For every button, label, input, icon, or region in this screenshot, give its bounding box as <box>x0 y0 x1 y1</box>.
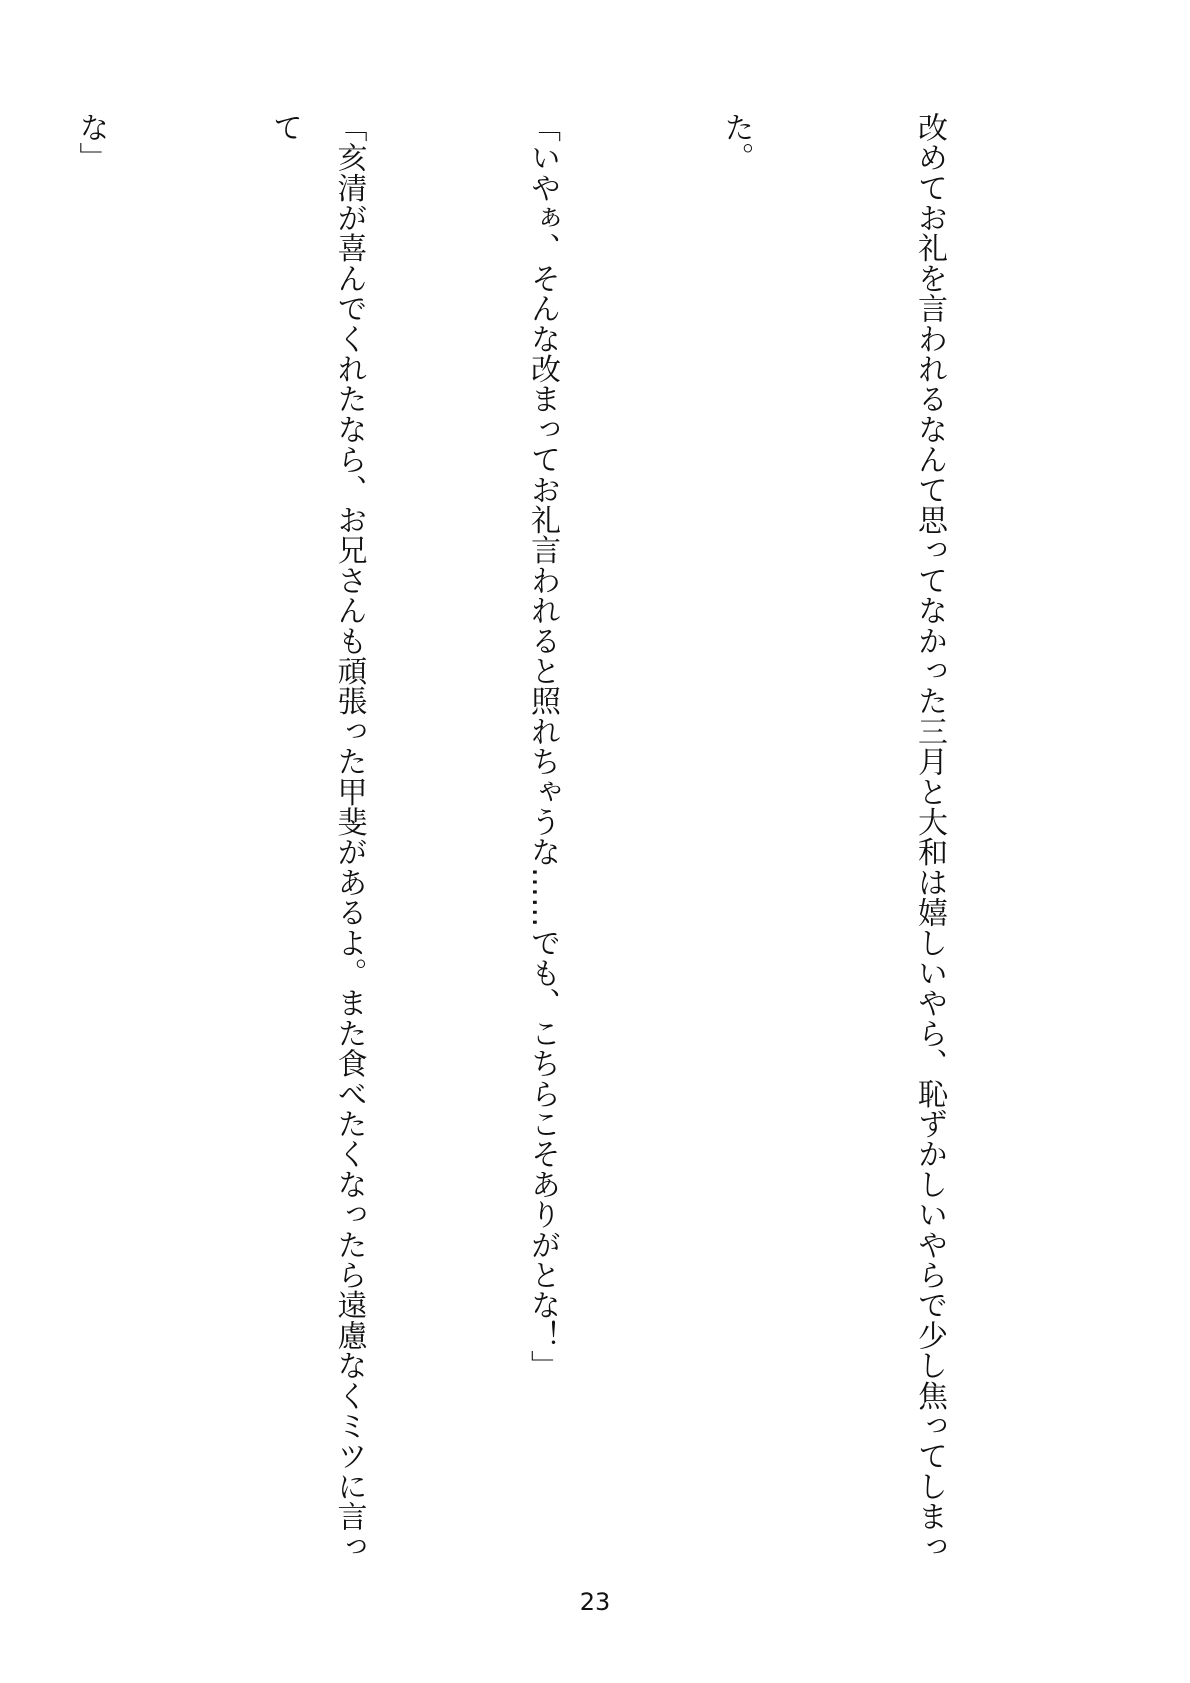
vertical-text-body <box>0 112 1090 1572</box>
text-line: 改めてお礼を言われるなんて思ってなかった三月と大和は嬉しいやら、恥ずかしいやらで少し焦ってしまっ <box>912 112 947 1562</box>
text-line: 「亥清が喜んでくれたなら、お兄さんも頑張った甲斐があるよ。また食べたくなったら遠慮なくミツに言って <box>267 112 367 1562</box>
page-number: 23 <box>579 1588 611 1616</box>
text-line: 「いやぁ、そんな改まってお礼言われると照れちゃうな……でも、こちらこそありがとな！」 <box>525 112 560 1381</box>
text-line: た。 <box>718 112 754 173</box>
text-line: な」 <box>73 112 109 173</box>
